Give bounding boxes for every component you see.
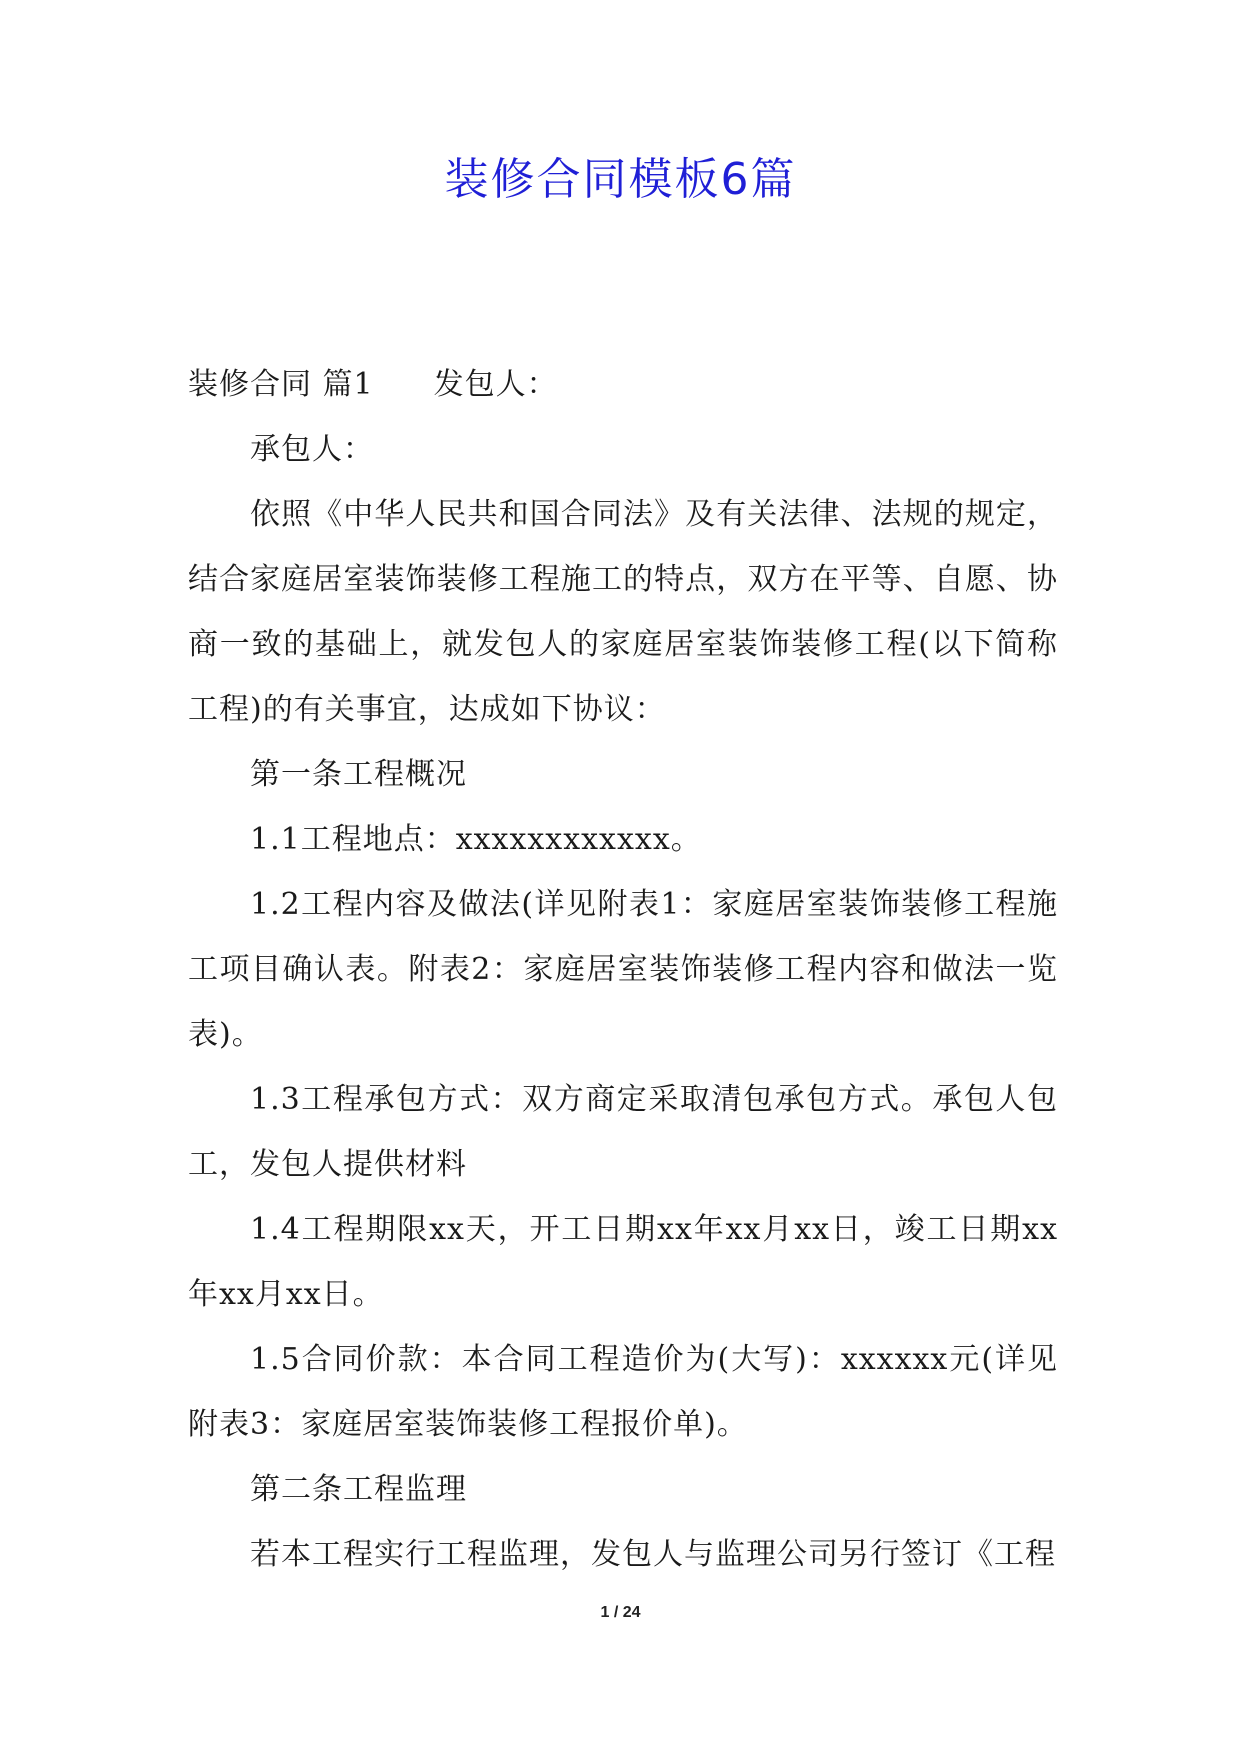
document-body: [188, 352, 1058, 1587]
party-a-label: 发包人：: [433, 367, 558, 402]
first-line: [188, 352, 1058, 417]
clause-1-1: 1.1工程地点：xxxxxxxxxxxx。: [250, 822, 702, 857]
section-heading: 装修合同 篇1: [188, 367, 374, 402]
paragraph-party-b: 承包人：: [250, 432, 374, 467]
clause-1-5: 1.5合同价款：本合同工程造价为(大写)：xxxxxx元(详见附表3：家庭居室装饰装修工程报价单)。: [188, 1342, 1058, 1442]
document-title: 装修合同模板6篇: [444, 154, 797, 205]
article-2-heading: 第二条工程监理: [250, 1472, 467, 1507]
clause-1-4: 1.4工程期限xx天，开工日期xx年xx月xx日，竣工日期xx年xx月xx日。: [188, 1212, 1058, 1312]
clause-1-3: 1.3工程承包方式：双方商定采取清包承包方式。承包人包工，发包人提供材料: [188, 1082, 1058, 1182]
page-number: 1 / 24: [600, 1604, 641, 1621]
clause-1-2: 1.2工程内容及做法(详见附表1：家庭居室装饰装修工程施工项目确认表。附表2：家庭居室装饰装修工程内容和做法一览表)。: [188, 887, 1058, 1052]
article-2-text: 若本工程实行工程监理，发包人与监理公司另行签订《工程: [250, 1537, 1056, 1572]
paragraph-preamble: 依照《中华人民共和国合同法》及有关法律、法规的规定，结合家庭居室装饰装修工程施工的特点，双方在平等、自愿、协商一致的基础上，就发包人的家庭居室装饰装修工程(以下简称工程)的有关事宜，达成如下协议：: [188, 497, 1058, 727]
article-1-heading: 第一条工程概况: [250, 757, 467, 792]
